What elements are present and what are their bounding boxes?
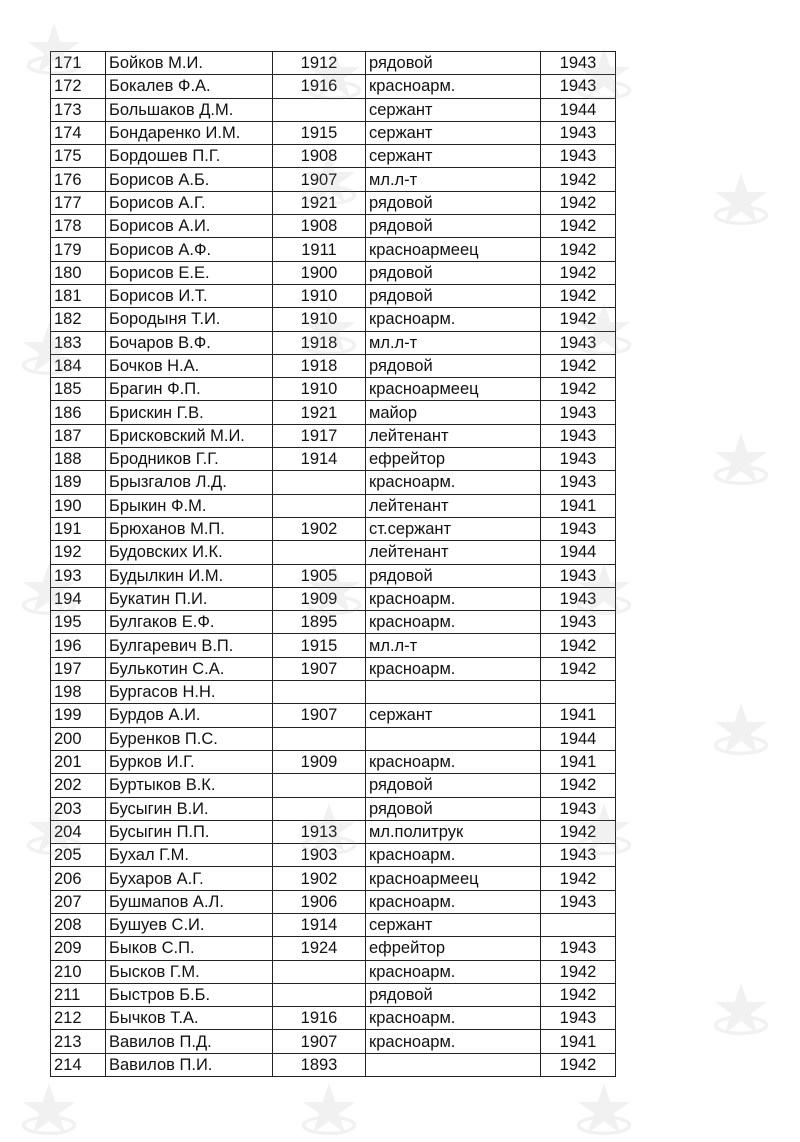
birth-year-cell: 1908: [273, 145, 366, 168]
birth-year-cell: 1916: [273, 1007, 366, 1030]
military-rank-cell: красноарм.: [366, 611, 541, 634]
death-year-cell: 1942: [541, 960, 616, 983]
soldier-name-cell: Борисов А.Г.: [106, 191, 273, 214]
soldier-name-cell: Борисов А.Ф.: [106, 238, 273, 261]
soldier-name-cell: Вавилов П.И.: [106, 1053, 273, 1076]
death-year-cell: 1942: [541, 1053, 616, 1076]
table-row: [51, 471, 616, 494]
table-row: [51, 704, 616, 727]
row-number-cell: 171: [51, 52, 106, 75]
soldier-name-cell: Бочаров В.Ф.: [106, 331, 273, 354]
row-number-cell: 203: [51, 797, 106, 820]
birth-year-cell: 1913: [273, 820, 366, 843]
death-year-cell: 1942: [541, 983, 616, 1006]
death-year-cell: 1943: [541, 331, 616, 354]
military-rank-cell: рядовой: [366, 983, 541, 1006]
table-row: [51, 587, 616, 610]
soldier-name-cell: Брюханов М.П.: [106, 517, 273, 540]
table-row: [51, 1053, 616, 1076]
row-number-cell: 179: [51, 238, 106, 261]
military-rank-cell: майор: [366, 401, 541, 424]
table-row: [51, 1007, 616, 1030]
military-rank-cell: [366, 681, 541, 704]
death-year-cell: 1943: [541, 844, 616, 867]
row-number-cell: 209: [51, 937, 106, 960]
birth-year-cell: 1893: [273, 1053, 366, 1076]
table-row: [51, 774, 616, 797]
row-number-cell: 202: [51, 774, 106, 797]
soldier-name-cell: Бургасов Н.Н.: [106, 681, 273, 704]
table-row: [51, 657, 616, 680]
table-row: [51, 75, 616, 98]
star-watermark-icon: [712, 700, 770, 758]
soldier-name-cell: Бондаренко И.М.: [106, 121, 273, 144]
death-year-cell: 1942: [541, 774, 616, 797]
birth-year-cell: [273, 774, 366, 797]
table-row: [51, 401, 616, 424]
death-year-cell: 1942: [541, 168, 616, 191]
death-year-cell: 1942: [541, 867, 616, 890]
birth-year-cell: [273, 983, 366, 1006]
death-year-cell: 1942: [541, 191, 616, 214]
soldier-name-cell: Буртыков В.К.: [106, 774, 273, 797]
military-rank-cell: рядовой: [366, 52, 541, 75]
birth-year-cell: 1907: [273, 657, 366, 680]
row-number-cell: 186: [51, 401, 106, 424]
table-row: [51, 191, 616, 214]
row-number-cell: 200: [51, 727, 106, 750]
birth-year-cell: [273, 960, 366, 983]
death-year-cell: 1942: [541, 378, 616, 401]
table-row: [51, 937, 616, 960]
death-year-cell: 1943: [541, 448, 616, 471]
soldier-name-cell: Бордошев П.Г.: [106, 145, 273, 168]
soldier-name-cell: Вавилов П.Д.: [106, 1030, 273, 1053]
table-row: [51, 844, 616, 867]
soldier-name-cell: Бусыгин В.И.: [106, 797, 273, 820]
death-year-cell: 1941: [541, 1030, 616, 1053]
soldier-name-cell: Брагин Ф.П.: [106, 378, 273, 401]
soldier-name-cell: Бородыня Т.И.: [106, 308, 273, 331]
table-row: [51, 797, 616, 820]
military-rank-cell: ефрейтор: [366, 448, 541, 471]
soldier-name-cell: Бычков Т.А.: [106, 1007, 273, 1030]
military-rank-cell: красноармеец: [366, 378, 541, 401]
soldier-name-cell: Борисов А.И.: [106, 215, 273, 238]
military-rank-cell: ст.сержант: [366, 517, 541, 540]
military-rank-cell: лейтенант: [366, 541, 541, 564]
table-row: [51, 168, 616, 191]
table-row: [51, 611, 616, 634]
table-row: [51, 145, 616, 168]
soldier-name-cell: Быстров Б.Б.: [106, 983, 273, 1006]
birth-year-cell: 1918: [273, 354, 366, 377]
row-number-cell: 187: [51, 424, 106, 447]
table-row: [51, 215, 616, 238]
military-rank-cell: [366, 727, 541, 750]
row-number-cell: 183: [51, 331, 106, 354]
birth-year-cell: 1907: [273, 704, 366, 727]
row-number-cell: 199: [51, 704, 106, 727]
table-row: [51, 867, 616, 890]
row-number-cell: 172: [51, 75, 106, 98]
military-rank-cell: сержант: [366, 704, 541, 727]
table-row: [51, 750, 616, 773]
table-row: [51, 378, 616, 401]
military-rank-cell: мл.л-т: [366, 331, 541, 354]
soldier-name-cell: Большаков Д.М.: [106, 98, 273, 121]
military-rank-cell: мл.л-т: [366, 168, 541, 191]
row-number-cell: 174: [51, 121, 106, 144]
table-row: [51, 494, 616, 517]
military-rank-cell: красноарм.: [366, 471, 541, 494]
military-rank-cell: рядовой: [366, 215, 541, 238]
table-row: [51, 238, 616, 261]
military-rank-cell: мл.л-т: [366, 634, 541, 657]
birth-year-cell: 1917: [273, 424, 366, 447]
table-row: [51, 634, 616, 657]
soldier-name-cell: Булгаков Е.Ф.: [106, 611, 273, 634]
row-number-cell: 192: [51, 541, 106, 564]
row-number-cell: 201: [51, 750, 106, 773]
table-row: [51, 960, 616, 983]
military-rank-cell: рядовой: [366, 261, 541, 284]
death-year-cell: 1941: [541, 704, 616, 727]
death-year-cell: 1942: [541, 215, 616, 238]
military-rank-cell: красноарм.: [366, 308, 541, 331]
row-number-cell: 207: [51, 890, 106, 913]
roster-body: [51, 52, 616, 1077]
table-row: [51, 983, 616, 1006]
death-year-cell: 1943: [541, 75, 616, 98]
birth-year-cell: 1924: [273, 937, 366, 960]
table-row: [51, 448, 616, 471]
soldier-name-cell: Будовских И.К.: [106, 541, 273, 564]
military-rank-cell: красноарм.: [366, 750, 541, 773]
death-year-cell: 1943: [541, 52, 616, 75]
row-number-cell: 190: [51, 494, 106, 517]
military-rank-cell: ефрейтор: [366, 937, 541, 960]
birth-year-cell: 1911: [273, 238, 366, 261]
soldier-name-cell: Борисов А.Б.: [106, 168, 273, 191]
death-year-cell: 1942: [541, 308, 616, 331]
table-row: [51, 52, 616, 75]
table-row: [51, 121, 616, 144]
soldier-name-cell: Булькотин С.А.: [106, 657, 273, 680]
birth-year-cell: [273, 797, 366, 820]
military-rank-cell: красноарм.: [366, 1030, 541, 1053]
military-rank-cell: рядовой: [366, 774, 541, 797]
soldier-name-cell: Бокалев Ф.А.: [106, 75, 273, 98]
military-rank-cell: рядовой: [366, 284, 541, 307]
death-year-cell: 1943: [541, 471, 616, 494]
soldier-name-cell: Бушмапов А.Л.: [106, 890, 273, 913]
military-rank-cell: рядовой: [366, 797, 541, 820]
row-number-cell: 185: [51, 378, 106, 401]
military-rank-cell: красноарм.: [366, 890, 541, 913]
death-year-cell: 1942: [541, 354, 616, 377]
table-row: [51, 681, 616, 704]
row-number-cell: 210: [51, 960, 106, 983]
table-row: [51, 727, 616, 750]
soldier-name-cell: Брыкин Ф.М.: [106, 494, 273, 517]
soldier-name-cell: Бухаров А.Г.: [106, 867, 273, 890]
row-number-cell: 205: [51, 844, 106, 867]
birth-year-cell: 1910: [273, 308, 366, 331]
table-row: [51, 564, 616, 587]
soldier-name-cell: Быков С.П.: [106, 937, 273, 960]
military-rank-cell: красноармеец: [366, 867, 541, 890]
military-rank-cell: красноарм.: [366, 587, 541, 610]
soldier-name-cell: Брызгалов Л.Д.: [106, 471, 273, 494]
soldier-name-cell: Буренков П.С.: [106, 727, 273, 750]
death-year-cell: 1943: [541, 937, 616, 960]
table-row: [51, 890, 616, 913]
death-year-cell: 1943: [541, 401, 616, 424]
soldier-name-cell: Бойков М.И.: [106, 52, 273, 75]
birth-year-cell: 1895: [273, 611, 366, 634]
soldier-name-cell: Бушуев С.И.: [106, 913, 273, 936]
soldier-name-cell: Букатин П.И.: [106, 587, 273, 610]
birth-year-cell: 1902: [273, 867, 366, 890]
row-number-cell: 184: [51, 354, 106, 377]
death-year-cell: 1943: [541, 797, 616, 820]
birth-year-cell: 1908: [273, 215, 366, 238]
star-watermark-icon: [712, 170, 770, 228]
birth-year-cell: 1909: [273, 750, 366, 773]
table-row: [51, 98, 616, 121]
death-year-cell: 1943: [541, 1007, 616, 1030]
row-number-cell: 197: [51, 657, 106, 680]
military-rank-cell: красноарм.: [366, 960, 541, 983]
death-year-cell: [541, 913, 616, 936]
birth-year-cell: 1906: [273, 890, 366, 913]
row-number-cell: 181: [51, 284, 106, 307]
birth-year-cell: 1905: [273, 564, 366, 587]
table-row: [51, 820, 616, 843]
soldier-name-cell: Борисов И.Т.: [106, 284, 273, 307]
soldier-name-cell: Бусыгин П.П.: [106, 820, 273, 843]
death-year-cell: 1943: [541, 145, 616, 168]
military-rank-cell: рядовой: [366, 191, 541, 214]
birth-year-cell: 1914: [273, 448, 366, 471]
row-number-cell: 212: [51, 1007, 106, 1030]
star-watermark-icon: [575, 1080, 633, 1138]
death-year-cell: 1943: [541, 587, 616, 610]
star-watermark-icon: [20, 1080, 78, 1138]
death-year-cell: 1943: [541, 611, 616, 634]
military-rank-cell: сержант: [366, 913, 541, 936]
row-number-cell: 176: [51, 168, 106, 191]
row-number-cell: 211: [51, 983, 106, 1006]
row-number-cell: 204: [51, 820, 106, 843]
military-rank-cell: рядовой: [366, 564, 541, 587]
birth-year-cell: [273, 541, 366, 564]
death-year-cell: 1944: [541, 541, 616, 564]
birth-year-cell: 1918: [273, 331, 366, 354]
birth-year-cell: 1902: [273, 517, 366, 540]
row-number-cell: 208: [51, 913, 106, 936]
birth-year-cell: 1900: [273, 261, 366, 284]
birth-year-cell: [273, 727, 366, 750]
death-year-cell: 1943: [541, 121, 616, 144]
birth-year-cell: [273, 471, 366, 494]
military-rank-cell: мл.политрук: [366, 820, 541, 843]
row-number-cell: 180: [51, 261, 106, 284]
row-number-cell: 214: [51, 1053, 106, 1076]
soldier-name-cell: Бочков Н.А.: [106, 354, 273, 377]
soldier-name-cell: Булгаревич В.П.: [106, 634, 273, 657]
birth-year-cell: 1916: [273, 75, 366, 98]
birth-year-cell: 1912: [273, 52, 366, 75]
military-rank-cell: красноармеец: [366, 238, 541, 261]
death-year-cell: 1941: [541, 750, 616, 773]
row-number-cell: 175: [51, 145, 106, 168]
death-year-cell: 1941: [541, 494, 616, 517]
death-year-cell: 1943: [541, 890, 616, 913]
death-year-cell: [541, 681, 616, 704]
soldier-name-cell: Бысков Г.М.: [106, 960, 273, 983]
death-year-cell: 1943: [541, 517, 616, 540]
death-year-cell: 1942: [541, 238, 616, 261]
death-year-cell: 1942: [541, 820, 616, 843]
table-row: [51, 284, 616, 307]
row-number-cell: 194: [51, 587, 106, 610]
table-row: [51, 308, 616, 331]
table-row: [51, 261, 616, 284]
roster-table: [50, 51, 616, 1077]
row-number-cell: 198: [51, 681, 106, 704]
death-year-cell: 1942: [541, 284, 616, 307]
row-number-cell: 182: [51, 308, 106, 331]
row-number-cell: 195: [51, 611, 106, 634]
table-row: [51, 424, 616, 447]
row-number-cell: 206: [51, 867, 106, 890]
row-number-cell: 178: [51, 215, 106, 238]
birth-year-cell: [273, 98, 366, 121]
birth-year-cell: 1915: [273, 121, 366, 144]
death-year-cell: 1942: [541, 261, 616, 284]
birth-year-cell: 1903: [273, 844, 366, 867]
military-rank-cell: лейтенант: [366, 424, 541, 447]
birth-year-cell: 1907: [273, 1030, 366, 1053]
row-number-cell: 193: [51, 564, 106, 587]
death-year-cell: 1943: [541, 424, 616, 447]
star-watermark-icon: [300, 1080, 358, 1138]
birth-year-cell: [273, 681, 366, 704]
birth-year-cell: 1907: [273, 168, 366, 191]
death-year-cell: 1944: [541, 727, 616, 750]
row-number-cell: 188: [51, 448, 106, 471]
military-rank-cell: сержант: [366, 98, 541, 121]
soldier-name-cell: Бурдов А.И.: [106, 704, 273, 727]
military-rank-cell: лейтенант: [366, 494, 541, 517]
soldier-name-cell: Брисковский М.И.: [106, 424, 273, 447]
military-rank-cell: красноарм.: [366, 844, 541, 867]
row-number-cell: 191: [51, 517, 106, 540]
row-number-cell: 196: [51, 634, 106, 657]
birth-year-cell: 1909: [273, 587, 366, 610]
table-row: [51, 517, 616, 540]
birth-year-cell: 1921: [273, 191, 366, 214]
military-rank-cell: рядовой: [366, 354, 541, 377]
soldier-name-cell: Бродников Г.Г.: [106, 448, 273, 471]
star-watermark-icon: [712, 980, 770, 1038]
soldier-name-cell: Будылкин И.М.: [106, 564, 273, 587]
birth-year-cell: 1910: [273, 284, 366, 307]
soldier-name-cell: Брискин Г.В.: [106, 401, 273, 424]
death-year-cell: 1942: [541, 657, 616, 680]
soldier-name-cell: Бурков И.Г.: [106, 750, 273, 773]
row-number-cell: 189: [51, 471, 106, 494]
star-watermark-icon: [712, 430, 770, 488]
birth-year-cell: 1915: [273, 634, 366, 657]
birth-year-cell: 1910: [273, 378, 366, 401]
row-number-cell: 173: [51, 98, 106, 121]
soldier-name-cell: Бухал Г.М.: [106, 844, 273, 867]
military-rank-cell: сержант: [366, 145, 541, 168]
table-row: [51, 913, 616, 936]
soldier-name-cell: Борисов Е.Е.: [106, 261, 273, 284]
row-number-cell: 213: [51, 1030, 106, 1053]
military-rank-cell: [366, 1053, 541, 1076]
death-year-cell: 1944: [541, 98, 616, 121]
table-row: [51, 354, 616, 377]
death-year-cell: 1943: [541, 564, 616, 587]
table-row: [51, 541, 616, 564]
death-year-cell: 1942: [541, 634, 616, 657]
birth-year-cell: [273, 494, 366, 517]
military-rank-cell: красноарм.: [366, 75, 541, 98]
military-rank-cell: красноарм.: [366, 1007, 541, 1030]
row-number-cell: 177: [51, 191, 106, 214]
military-rank-cell: сержант: [366, 121, 541, 144]
table-row: [51, 1030, 616, 1053]
military-rank-cell: красноарм.: [366, 657, 541, 680]
birth-year-cell: 1914: [273, 913, 366, 936]
birth-year-cell: 1921: [273, 401, 366, 424]
table-row: [51, 331, 616, 354]
